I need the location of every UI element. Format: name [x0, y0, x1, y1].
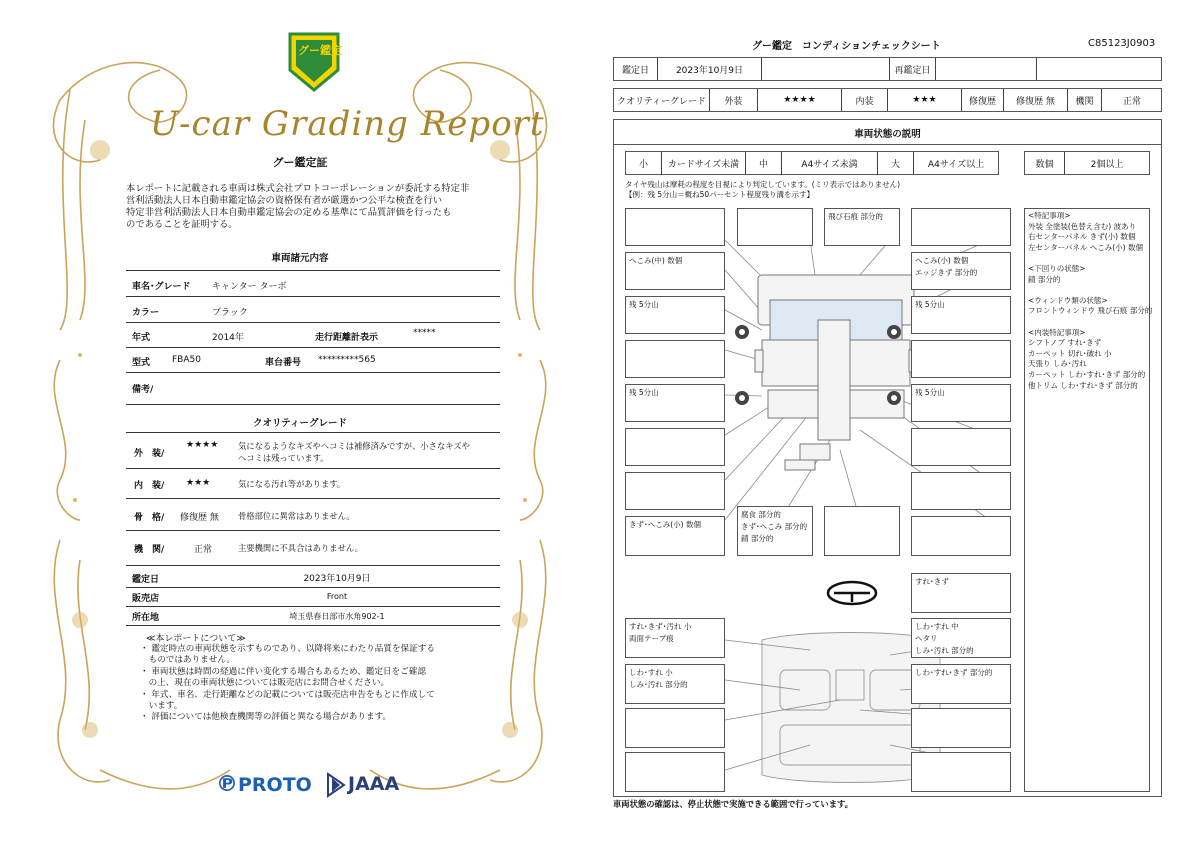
notice-list — [140, 644, 500, 724]
diagram-box — [911, 664, 1011, 704]
sheet-title: グー鑑定 コンディションチェックシート — [752, 41, 941, 52]
quality-ext-desc: 気になるようなキズやヘコミは補修済みですが、小さなキズや — [238, 441, 470, 451]
box-text: ヘタリ — [915, 634, 938, 643]
repair-value: 修復歴 無 — [1004, 89, 1068, 111]
report-title: U-car Grading Report — [150, 104, 545, 144]
box-text: 残 5分山 — [629, 388, 659, 397]
diagram-box — [911, 296, 1011, 334]
spec-model-label: 型式 — [132, 358, 151, 368]
diagram-box — [911, 384, 1011, 422]
engine-value: 正常 — [1122, 96, 1141, 107]
diagram-box — [625, 708, 725, 748]
note-line — [1028, 317, 1152, 328]
box-text: しわ･すれ 小 — [629, 668, 673, 677]
spec-name-label: 車名･グレード — [132, 282, 191, 292]
diagram-box — [625, 340, 725, 378]
date-label: 鑑定日 — [614, 58, 658, 80]
quality-heading: クオリティーグレード — [252, 418, 348, 429]
count-legend — [1024, 151, 1150, 175]
diagram-box — [625, 664, 725, 704]
address-value: 埼玉県春日部市水角902-1 — [289, 612, 385, 621]
spec-year-label: 年式 — [132, 333, 151, 343]
diagram-box — [625, 384, 725, 422]
diagram-box — [625, 618, 725, 658]
jaaa-logo-text: JAAA — [348, 773, 400, 795]
note-line: 錆 部分的 — [1028, 274, 1061, 284]
redate-value — [936, 58, 1037, 80]
notice-item: ・ 評価については他検査機関等の評価と異なる場合があります。 — [140, 712, 392, 723]
quality-engine-desc: 主要機関に不具合はありません。 — [238, 543, 363, 553]
engine-label: 機関 — [1068, 89, 1102, 111]
certificate-title: グー鑑定証 — [272, 156, 328, 169]
quality-frame-desc: 骨格部位に異常はありません。 — [238, 511, 355, 521]
diagram-box — [824, 208, 900, 246]
legend-count: 数個 — [1025, 152, 1065, 174]
box-text: きず･へこみ(小) 数個 — [629, 520, 701, 529]
note-line: 天張り しみ･汚れ — [1028, 359, 1087, 369]
note-line: 左センターパネル へこみ(小) 数個 — [1028, 242, 1143, 252]
diagram-box — [911, 340, 1011, 378]
grade-label: クオリティーグレード — [614, 89, 710, 111]
date-row — [613, 57, 1162, 81]
box-text: すれ･きず — [915, 577, 949, 586]
quality-engine-label: 機 関/ — [134, 545, 165, 555]
note-line: フロントウィンドウ 飛び石痕 部分的 — [1028, 306, 1153, 316]
ext-value: ★★★★ — [758, 89, 842, 111]
note-line: <内装特記事項> — [1028, 327, 1086, 337]
notice-item: います。 — [140, 701, 183, 712]
int-label: 内装 — [842, 89, 888, 111]
diagram-box — [737, 506, 813, 556]
diagram-box — [625, 428, 725, 466]
quality-int-grade: ★★★ — [186, 478, 211, 488]
box-text: 残 5分山 — [915, 300, 945, 309]
grade-row — [613, 88, 1162, 112]
diagram-box — [625, 472, 725, 510]
box-text: 腐食 部分的 — [741, 510, 781, 519]
shop-label: 販売店 — [132, 594, 160, 604]
diagram-box — [911, 618, 1011, 658]
box-text: へこみ(中) 数個 — [629, 256, 683, 265]
note-line: <ウィンドウ類の状態> — [1028, 295, 1108, 305]
box-text: しみ･汚れ 部分的 — [915, 646, 974, 655]
diagram-box — [911, 472, 1011, 510]
diagram-box — [911, 428, 1011, 466]
box-text: しわ･すれ･きず 部分的 — [915, 668, 993, 677]
specs-heading: 車両諸元内容 — [271, 253, 329, 264]
diagram-box — [911, 516, 1011, 556]
notice-item: ・ 車両状態は時間の経過に伴い変化する場合もあるため、鑑定日をご確認 — [140, 666, 426, 677]
date-label: 鑑定日 — [132, 575, 160, 585]
intro-line: のであることを証明する。 — [126, 219, 238, 230]
diagram-box — [911, 252, 1011, 290]
condition-check-sheet — [600, 0, 1200, 848]
legend-large: 大 — [878, 152, 914, 174]
spec-name-value: キャンター ターボ — [212, 282, 287, 292]
notice-item: ・ 鑑定時点の車両状態を示すものであり、以降将来にわたり品質を保証する — [140, 644, 435, 654]
footer-note: 車両状態の確認は、停止状態で実施できる範囲で行っています。 — [613, 799, 853, 809]
box-text: 錆 部分的 — [741, 534, 774, 543]
note-line: 外装 全塗装(色替え含む) 波あり — [1028, 221, 1137, 231]
diagram-box — [625, 296, 725, 334]
legend-count-desc: 2個以上 — [1090, 159, 1124, 170]
note-line: シフトノブ すれ･きず — [1028, 338, 1102, 348]
diagram-box — [824, 506, 900, 556]
date-value: 2023年10月9日 — [303, 574, 371, 584]
quality-frame-label: 骨 格/ — [134, 513, 165, 523]
box-text: しわ･すれ 中 — [915, 622, 959, 631]
diagram-box — [911, 708, 1011, 748]
logo-text: グー鑑定 — [298, 44, 342, 57]
quality-ext-desc: ヘコミは残っています。 — [238, 453, 329, 463]
diagram-box — [625, 208, 725, 246]
notice-item: の上、現在の車両状態については販売店にお問合せください。 — [140, 678, 390, 689]
diagram-box — [737, 208, 813, 246]
ext-label: 外装 — [710, 89, 758, 111]
legend-small-desc: カードサイズ未満 — [662, 152, 746, 174]
spec-color-value: ブラック — [212, 308, 248, 318]
diagram-box — [911, 208, 1011, 246]
proto-logo: ℗ PROTO — [216, 772, 312, 797]
legend-small: 小 — [626, 152, 662, 174]
size-legend — [625, 151, 999, 175]
proto-logo-text: PROTO — [238, 774, 312, 796]
jaaa-logo — [326, 770, 416, 800]
diagram-box — [625, 252, 725, 290]
note-line: <下回りの状態> — [1028, 263, 1086, 273]
box-text: 両面テープ痕 — [629, 634, 674, 643]
box-text: 飛び石痕 部分的 — [828, 212, 883, 221]
notice-item: ものではありません。 — [140, 655, 236, 666]
quality-int-desc: 気になる汚れ等があります。 — [238, 479, 346, 489]
date-value: 2023年10月9日 — [658, 58, 762, 80]
repair-label: 修復歴 — [962, 89, 1004, 111]
spec-chassis-label: 車台番号 — [265, 358, 302, 368]
intro-line: 本レポートに記載される車両は株式会社プロトコーポレーションが委託する特定非 — [126, 183, 470, 194]
special-notes-box — [1024, 208, 1153, 792]
intro-text — [126, 183, 506, 231]
tire-note: タイヤ残山は摩耗の程度を目視により判定しています。(ミリ表示ではありません) — [625, 180, 901, 189]
intro-line: 営利活動法人日本自動車鑑定協会の資格保有者が厳選かつ公平な検査を行い — [126, 195, 443, 206]
box-text: 残 5分山 — [629, 300, 659, 309]
box-text: へこみ(小) 数個 — [915, 256, 969, 265]
spec-chassis-value: *********565 — [318, 355, 376, 365]
intro-line: 特定非営利活動法人日本自動車鑑定協会の定める基準にて品質評価を行ったも — [126, 207, 452, 218]
tire-example: 【例：残 5分山＝概ね50パーセント程度残り溝を示す】 — [625, 190, 815, 199]
box-text: 残 5分山 — [915, 388, 945, 397]
box-text: きず･へこみ 部分的 — [741, 522, 808, 531]
diagram-box — [625, 516, 725, 556]
quality-frame-grade: 修復歴 無 — [180, 513, 219, 523]
legend-mid: 中 — [746, 152, 782, 174]
note-line — [1028, 285, 1152, 296]
note-line: 他トリム しわ･すれ･きず 部分的 — [1028, 380, 1138, 390]
goo-kantei-logo — [284, 30, 344, 94]
redate-label: 再鑑定日 — [890, 58, 936, 80]
special-notes — [1028, 211, 1152, 391]
diagram-box — [911, 752, 1011, 792]
notice-title: ≪本レポートについて≫ — [146, 634, 246, 644]
int-value: ★★★ — [888, 89, 962, 111]
box-text: すれ･きず･汚れ 小 — [629, 622, 692, 631]
spec-mileage-label: 走行距離計表示 — [315, 333, 379, 343]
address-label: 所在地 — [132, 613, 160, 623]
note-line: カーペット 切れ･破れ 小 — [1028, 348, 1112, 358]
quality-engine-grade: 正常 — [194, 545, 213, 555]
section-title: 車両状態の説明 — [854, 129, 921, 140]
note-line: 右センターパネル きず(小) 数個 — [1028, 232, 1136, 242]
note-line: カーペット しわ･すれ･きず 部分的 — [1028, 369, 1146, 379]
spec-color-label: カラー — [132, 308, 160, 318]
legend-mid-desc: A4サイズ未満 — [782, 152, 878, 174]
note-line: <特記事項> — [1028, 211, 1071, 220]
notice-item: ・ 年式、車名、走行距離などの記載については販売店申告をもとに作成して — [140, 689, 435, 700]
spec-mileage-value: ***** — [413, 328, 436, 338]
diagram-box — [911, 573, 1011, 613]
steering-wheel-icon — [828, 582, 876, 604]
quality-int-label: 内 装/ — [134, 481, 165, 491]
spec-year-value: 2014年 — [212, 333, 244, 343]
spec-model-value: FBA50 — [172, 355, 201, 365]
quality-ext-label: 外 装/ — [134, 449, 165, 459]
diagram-box — [625, 752, 725, 792]
box-text: しみ･汚れ 部分的 — [629, 680, 688, 689]
box-text: エッジきず 部分的 — [915, 268, 978, 277]
quality-ext-grade: ★★★★ — [186, 440, 219, 450]
spec-notes-label: 備考/ — [132, 385, 154, 395]
note-line — [1028, 253, 1152, 264]
shop-value: Front — [326, 592, 348, 601]
sheet-code: C85123J0903 — [1088, 38, 1156, 49]
legend-large-desc: A4サイズ以上 — [927, 159, 985, 170]
